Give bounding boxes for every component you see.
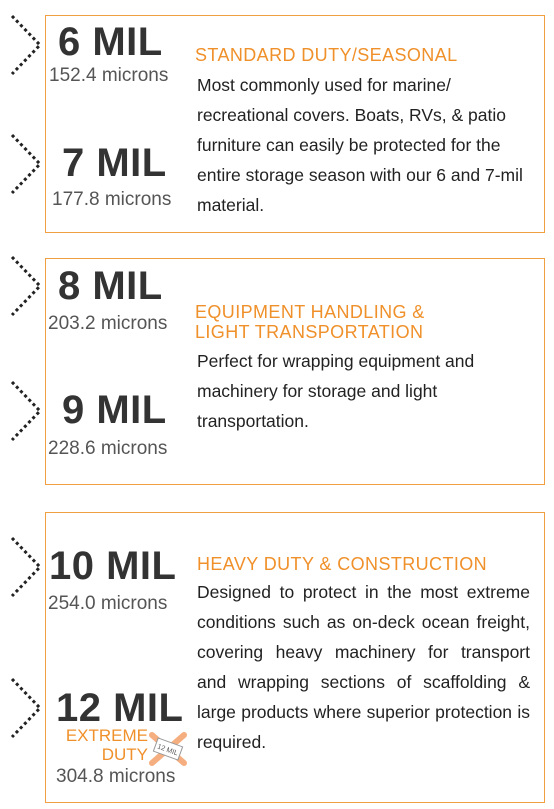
gauge-9-mil: 9 MIL [62, 388, 167, 432]
section-description: Designed to protect in the most extreme conditions such as on-deck ocean freight, covering heavy machinery for transport and wrapping sections of scaffolding & large products where superior protection is required. [197, 582, 530, 752]
gauge-9-microns: 228.6 microns [48, 438, 168, 459]
dotted-chevron-right-icon [8, 131, 48, 197]
section-heading: HEAVY DUTY & CONSTRUCTION [197, 554, 488, 574]
gauge-7-microns: 177.8 microns [52, 189, 172, 210]
gauge-10-microns: 254.0 microns [48, 593, 168, 614]
dotted-chevron-right-icon [8, 534, 48, 600]
gauge-8-mil: 8 MIL [58, 264, 163, 308]
x-stamp-icon [146, 729, 190, 769]
gauge-8-microns: 203.2 microns [48, 313, 168, 334]
section-heading: EQUIPMENT HANDLING & LIGHT TRANSPORTATION [195, 302, 425, 342]
stamp-text: 12 MIL [156, 743, 179, 758]
gauge-12-mil: 12 MIL [56, 686, 184, 730]
section-description: Most commonly used for marine/ recreational covers. Boats, RVs, & patio furniture can easily be protected for the entire storage season with our 6 and 7-mil material. [197, 75, 523, 215]
gauge-6-mil: 6 MIL [58, 20, 163, 64]
gauge-6-microns: 152.4 microns [49, 65, 169, 86]
section-heading: STANDARD DUTY/SEASONAL [195, 45, 458, 65]
dotted-chevron-right-icon [8, 378, 48, 444]
gauge-10-mil: 10 MIL [49, 544, 177, 588]
dotted-chevron-right-icon [8, 12, 48, 78]
gauge-7-mil: 7 MIL [62, 141, 167, 185]
dotted-chevron-right-icon [8, 675, 48, 741]
section-description: Perfect for wrapping equipment and machinery for storage and light transportation. [197, 351, 475, 431]
extreme-duty-label: EXTREME DUTY [65, 726, 148, 764]
gauge-12-microns: 304.8 microns [56, 766, 176, 787]
dotted-chevron-right-icon [8, 253, 48, 319]
